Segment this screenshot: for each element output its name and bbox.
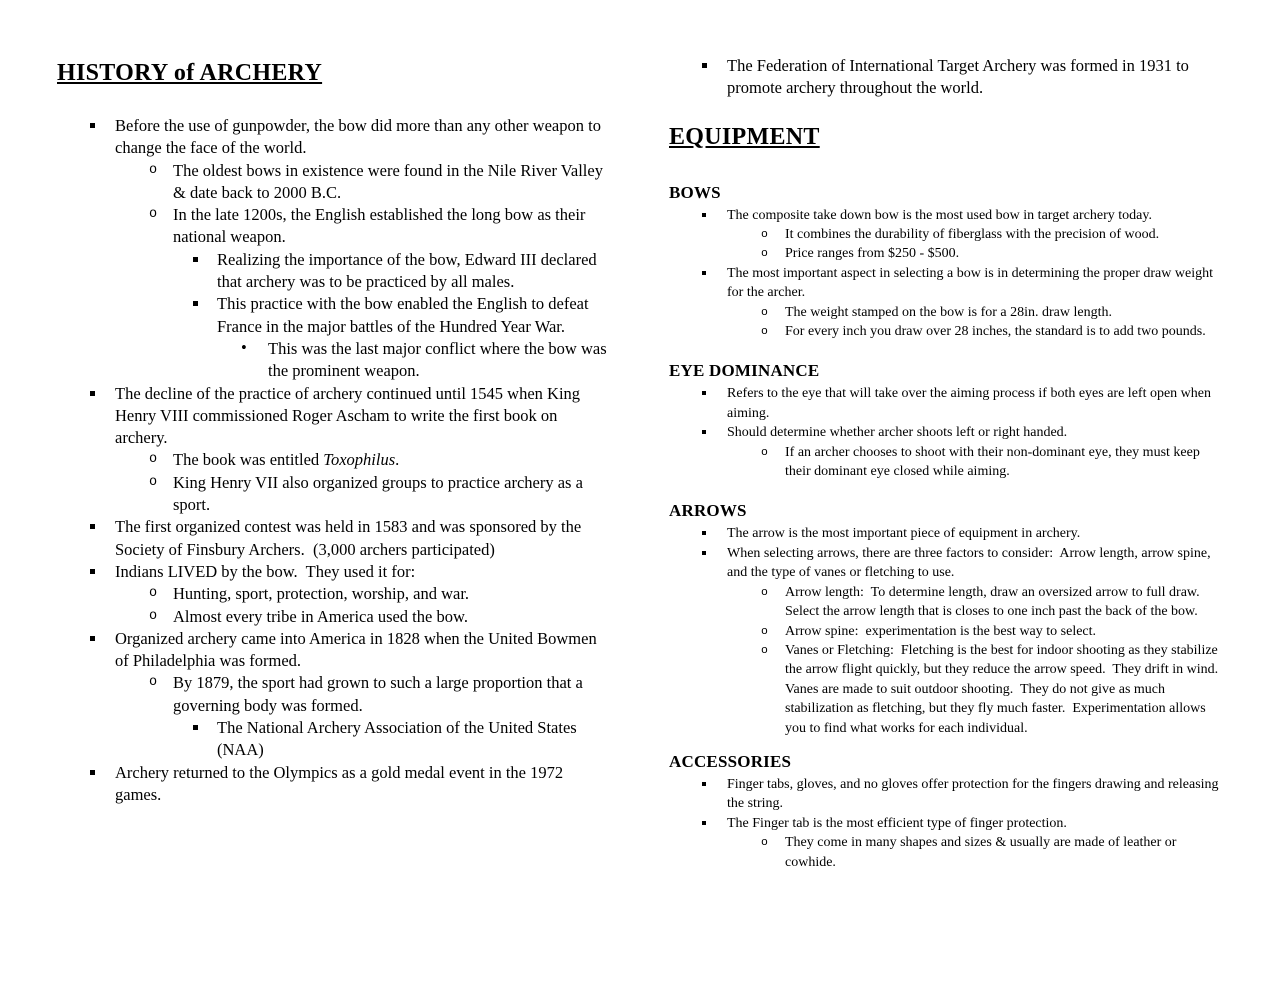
list-item (57, 561, 609, 583)
list-item-text: Finger tabs, gloves, and no gloves offer protection for the fingers drawing and releasing the string. (727, 776, 1223, 812)
list-item (669, 814, 1225, 833)
text-run: . (395, 450, 400, 470)
square-bullet-icon (90, 391, 95, 396)
list-item-text: Organized archery came into America in 1828 when the United Bowmen of Philadelphia was formed. (115, 628, 601, 671)
list-item (669, 524, 1225, 543)
section-heading-eye-dominance: EYE DOMINANCE (669, 361, 820, 381)
list-item (669, 641, 1225, 738)
list-item-text: The oldest bows in existence were found in the Nile River Valley & date back to 2000 B.C. (173, 160, 608, 202)
list-item-text: Indians LIVED by the bow. They used it for: (115, 561, 416, 581)
list-item (57, 672, 609, 717)
list-item-text: The Finger tab is the most efficient type of finger protection. (727, 815, 1067, 831)
list-item-text: Before the use of gunpowder, the bow did more than any other weapon to change the face of the world. (115, 116, 606, 158)
list-item-text: For every inch you draw over 28 inches, the standard is to add two pounds. (785, 324, 1206, 340)
circle-bullet-icon: o (761, 228, 768, 241)
list-item-text: The decline of the practice of archery continued until 1545 when King Henry VIII commissioned Roger Ascham to write the first book on archery. (115, 383, 585, 448)
list-item (669, 423, 1225, 442)
list-item-text: The weight stamped on the bow is for a 28in. draw length. (785, 304, 1112, 320)
list-item (669, 583, 1225, 622)
list-item-text: In the late 1200s, the English established the long bow as their national weapon. (173, 205, 590, 247)
list-item-text: Arrow spine: experimentation is the best way to select. (785, 623, 1097, 639)
text-run: The book was entitled (173, 450, 324, 470)
square-bullet-icon (702, 213, 706, 217)
list-item-text: The Federation of International Target Archery was formed in 1931 to promote archery throughout the world. (727, 56, 1194, 98)
list-item (57, 717, 609, 762)
dot-bullet-icon: • (241, 337, 247, 357)
list-item-text: Price ranges from $250 - $500. (785, 246, 960, 262)
section-heading-arrows: ARROWS (669, 501, 747, 521)
circle-bullet-icon: o (761, 325, 768, 339)
list-item (669, 384, 1225, 423)
list-item (669, 775, 1225, 814)
list-item-text: Realizing the importance of the bow, Edward III declared that archery was to be practiced by all males. (217, 249, 601, 292)
square-bullet-icon (702, 271, 706, 275)
history-list-container (57, 115, 609, 806)
list-item (57, 628, 609, 673)
section-heading-accessories: ACCESSORIES (669, 751, 792, 771)
circle-bullet-icon: o (761, 624, 768, 638)
list-item-text: By 1879, the sport had grown to such a large proportion that a governing body was formed. (173, 673, 587, 715)
circle-bullet-icon: o (149, 452, 158, 468)
square-bullet-icon (193, 301, 198, 306)
square-bullet-icon (90, 770, 95, 775)
circle-bullet-icon: o (149, 474, 158, 490)
circle-bullet-icon: o (761, 247, 768, 261)
list-item-text: Should determine whether archer shoots left or right handed. (727, 425, 1068, 441)
list-item-text: The most important aspect in selecting a bow is in determining the proper draw weight for the archer. (727, 265, 1217, 301)
list-item-text: The arrow is the most important piece of equipment in archery. (727, 526, 1081, 542)
intro-list-container (669, 55, 1225, 100)
list-item (669, 206, 1225, 225)
italic-text-run: Toxophilus (323, 450, 396, 470)
list-item-text: Hunting, sport, protection, worship, and war. (173, 584, 470, 604)
equipment-heading: EQUIPMENT (669, 123, 820, 150)
square-bullet-icon (702, 782, 706, 786)
list-item (57, 160, 609, 205)
square-bullet-icon (702, 821, 706, 825)
list-item (669, 443, 1225, 482)
square-bullet-icon (90, 524, 95, 529)
square-bullet-icon (193, 257, 198, 262)
list-item (57, 762, 609, 807)
square-bullet-icon (702, 391, 706, 395)
list-item (57, 472, 609, 517)
list-item-text: They come in many shapes and sizes & usually are made of leather or cowhide. (785, 835, 1180, 870)
square-bullet-icon (702, 430, 706, 434)
left-column (57, 58, 609, 806)
list-item-text: Refers to the eye that will take over the aiming process if both eyes are left open when aiming. (727, 386, 1215, 421)
circle-bullet-icon: o (761, 305, 768, 319)
bullet-list (669, 384, 1225, 481)
equipment-sections-container (669, 182, 1225, 872)
list-item (57, 293, 609, 338)
square-bullet-icon (702, 63, 707, 68)
list-item-text: If an archer chooses to shoot with their non-dominant eye, they must keep their dominant eye closed while aiming. (785, 444, 1204, 480)
list-item (669, 544, 1225, 583)
bullet-list (669, 524, 1225, 737)
list-item-text: The first organized contest was held in 1583 and was sponsored by the Society of Finsbury Archers. (3,000 archers participated) (115, 517, 586, 559)
list-item (57, 606, 609, 628)
list-item (669, 322, 1225, 341)
list-item (669, 622, 1225, 641)
bullet-list (669, 55, 1225, 100)
right-column (669, 55, 1225, 872)
list-item (57, 338, 609, 383)
circle-bullet-icon: o (149, 608, 158, 624)
circle-bullet-icon: o (149, 207, 158, 223)
list-item (57, 516, 609, 561)
circle-bullet-icon: o (761, 445, 768, 459)
list-item-text: It combines the durability of fiberglass with the precision of wood. (785, 227, 1160, 242)
list-item (669, 225, 1225, 244)
bullet-list (669, 206, 1225, 342)
circle-bullet-icon: o (761, 585, 768, 599)
list-item-text: Almost every tribe in America used the bow. (173, 606, 468, 626)
circle-bullet-icon: o (149, 586, 158, 602)
list-item-text: When selecting arrows, there are three factors to consider: Arrow length, arrow spine, and the type of vanes or fletching to use. (727, 545, 1215, 581)
list-item (669, 303, 1225, 322)
list-item-text: The National Archery Association of the United States (NAA) (217, 718, 581, 760)
bullet-list (57, 115, 609, 806)
list-item (57, 204, 609, 249)
list-item (57, 583, 609, 605)
list-item (57, 383, 609, 450)
list-item (57, 115, 609, 160)
list-item (669, 264, 1225, 303)
section-heading-bows: BOWS (669, 182, 721, 202)
list-item-text: King Henry VII also organized groups to practice archery as a sport. (173, 472, 588, 515)
list-item (669, 833, 1225, 872)
list-item-text: The composite take down bow is the most used bow in target archery today. (727, 207, 1152, 223)
square-bullet-icon (702, 551, 706, 555)
list-item-text: This practice with the bow enabled the English to defeat France in the major battles of the Hundred Year War. (217, 294, 593, 336)
list-item (57, 249, 609, 294)
list-item-text: Arrow length: To determine length, draw an oversized arrow to full draw. Select the arrow length that is closes to one inch past the back of the bow. (785, 584, 1207, 620)
square-bullet-icon (90, 636, 95, 641)
list-item (669, 55, 1225, 100)
list-item-text (173, 450, 399, 469)
history-heading: HISTORY of ARCHERY (57, 60, 323, 86)
square-bullet-icon (90, 123, 95, 128)
list-item-text: Archery returned to the Olympics as a gold medal event in the 1972 games. (115, 762, 568, 804)
circle-bullet-icon: o (761, 643, 768, 657)
circle-bullet-icon: o (761, 836, 768, 850)
square-bullet-icon (90, 569, 95, 574)
list-item-text: This was the last major conflict where the bow was the prominent weapon. (268, 338, 611, 381)
square-bullet-icon (193, 725, 198, 730)
list-item (57, 449, 609, 471)
list-item-text: Vanes or Fletching: Fletching is the best for indoor shooting as they stabilize the arrow flight quickly, but they reduce the arrow speed. They drift in wind. Vanes are made to suit outdoor shooting. They do not give as much stabilization as fletching, but they fly much faster. Experimentation allows you to find what works for each individual. (785, 642, 1225, 736)
square-bullet-icon (702, 531, 706, 535)
bullet-list (669, 775, 1225, 872)
circle-bullet-icon: o (149, 675, 158, 691)
list-item (669, 244, 1225, 263)
circle-bullet-icon: o (149, 162, 158, 178)
